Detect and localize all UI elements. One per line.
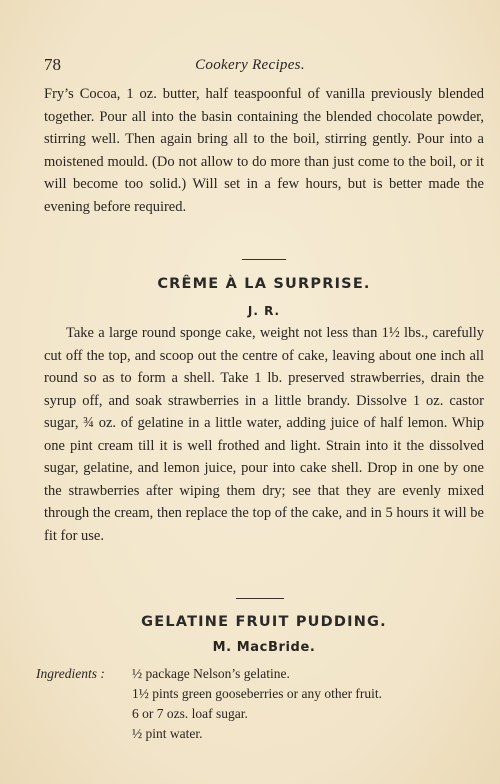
page-header <box>42 55 458 79</box>
recipe-title-gelatine: GELATINE FRUIT PUDDING. <box>141 614 387 630</box>
section-divider <box>236 598 284 599</box>
page-number: 78 <box>44 55 61 74</box>
ingredient-item: 6 or 7 ozs. loaf sugar. <box>132 706 248 721</box>
continued-recipe-text: Fry’s Cocoa, 1 oz. butter, half teaspoonful of vanilla previously blended together. Pour all into the basin containing the blended chocolate powder, stirring well. Then again bring all to the boil, stirring gently. Pour into a moistened mould. (Do not allow to do more than just come to the boil, or it will become too solid.) Will set in a few hours, but is better made the evening before required. <box>44 86 484 215</box>
ingredient-item: ½ package Nelson’s gelatine. <box>132 666 290 681</box>
ingredient-item: ½ pint water. <box>132 726 203 741</box>
recipe-author-creme: J. R. <box>247 304 281 318</box>
recipe-text-creme: Take a large round sponge cake, weight not less than 1½ lbs., carefully cut off the top, and scoop out the centre of cake, leaving about one inch all round so as to form a shell. Take 1 lb. preserved strawberries, drain the syrup off, and soak strawberries in a little brandy. Dissolve 1 oz. castor sugar, ¾ oz. of gelatine in a little water, adding juice of half lemon. Whip one pint cream till it is well frothed and light. Strain into it the dissolved sugar, gelatine, and lemon juice, pour into cake shell. Drop in one by one the strawberries after wiping them dry; see that they are evenly mixed through the cream, then replace the top of the cake, and in 5 hours it will be fit for use. <box>44 325 484 544</box>
ingredient-item: 1½ pints green gooseberries or any other fruit. <box>132 686 383 701</box>
recipe-title-creme: CRÊME À LA SURPRISE. <box>157 276 371 292</box>
recipe-author-gelatine: M. MacBride. <box>212 640 316 655</box>
section-divider <box>242 259 286 260</box>
running-title: Cookery Recipes. <box>195 57 305 73</box>
ingredients-label: Ingredients : <box>36 666 105 681</box>
